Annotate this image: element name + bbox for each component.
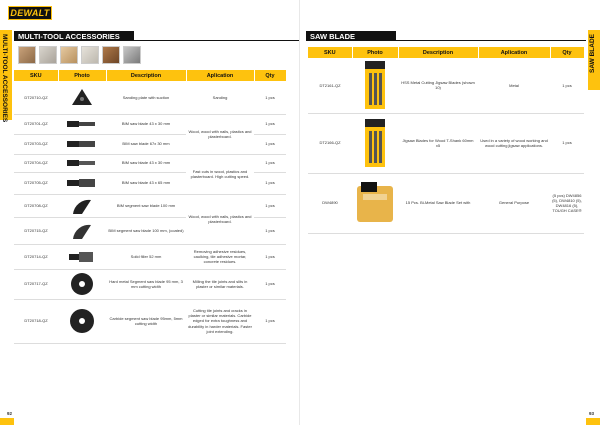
description-cell: BIM saw blade 43 x 65 mm	[106, 172, 186, 194]
application-cell: Metal	[478, 58, 550, 113]
sku-cell: DT20717-QZ	[14, 269, 58, 299]
photo-cell	[352, 173, 398, 233]
section-title-bar	[306, 31, 586, 41]
footer-accent	[586, 418, 600, 425]
side-tab-saw-blade	[588, 30, 600, 90]
side-tab-multi-tool	[0, 30, 12, 123]
sku-cell: DT20703-QZ	[14, 134, 58, 154]
header-photo: Photo	[352, 47, 398, 58]
photo-cell	[352, 113, 398, 173]
table-row	[14, 114, 286, 134]
jigsaw-blade-pack-icon	[365, 61, 385, 109]
qty-cell: 1 pcs	[254, 172, 286, 194]
table-row	[308, 173, 584, 233]
blade-icon	[67, 177, 97, 189]
blade-icon	[67, 139, 97, 149]
qty-cell: 1 pcs	[550, 113, 584, 173]
right-page	[300, 0, 600, 425]
application-cell: Milling the tile joints and slits in plaster or similar materials.	[186, 269, 254, 299]
application-cell: Wood, wood with nails, plastics and plasterboard.	[186, 114, 254, 154]
sku-cell: DT20715-QZ	[14, 217, 58, 244]
description-cell: Carbide segment saw blade 95mm, 5mm cutting width	[106, 299, 186, 343]
blade-icon	[67, 158, 97, 168]
table-row	[14, 244, 286, 269]
description-cell: HSS Metal Cutting Jigsaw Blades (shown 10)	[398, 58, 478, 113]
segment-blade-icon	[71, 196, 93, 216]
qty-cell: 1 pcs	[550, 58, 584, 113]
qty-cell: 1 pcs	[254, 154, 286, 172]
qty-cell: 1 pcs	[254, 194, 286, 217]
qty-cell: 1 pcs	[254, 299, 286, 343]
saw-blade-table	[308, 47, 585, 234]
sku-cell: DT20701-QZ	[14, 114, 58, 134]
sanding-plate-icon	[71, 87, 93, 107]
footer-accent	[0, 418, 14, 425]
photo-cell	[58, 172, 106, 194]
tough-case-icon	[355, 182, 395, 224]
photo-cell	[58, 217, 106, 244]
sku-cell: DT20718-QZ	[14, 299, 58, 343]
table-header-row	[14, 70, 286, 81]
page-number: 93	[588, 411, 594, 416]
application-cell: Sanding	[186, 81, 254, 114]
sku-cell: DT2166-QZ	[308, 113, 352, 173]
table-row	[14, 194, 286, 217]
section-title: SAW BLADE	[310, 32, 355, 41]
dewalt-logo: DEWALT	[8, 6, 52, 20]
application-cell: Wood, wood with nails, plastics and plasterboard.	[186, 194, 254, 244]
swatch-plaster-icon	[81, 46, 99, 64]
round-blade-icon	[69, 308, 95, 334]
qty-cell: 1 pcs	[254, 114, 286, 134]
blade-icon	[67, 119, 97, 129]
sku-cell: DT2161-QZ	[308, 58, 352, 113]
application-cell: Removing adhesive residues, caulking, tile adhesive mortar, concrete residues.	[186, 244, 254, 269]
table-header-row	[308, 47, 584, 58]
photo-cell	[58, 81, 106, 114]
description-cell: Solid filler 52 mm	[106, 244, 186, 269]
table-row	[14, 269, 286, 299]
scraper-icon	[69, 250, 95, 264]
side-tab-label: SAW BLADE	[589, 34, 596, 73]
header-application: Aplication	[478, 47, 550, 58]
header-photo: Photo	[58, 70, 106, 81]
swatch-metal-icon	[123, 46, 141, 64]
description-cell: BIM saw blade 43 x 30 mm	[106, 154, 186, 172]
description-cell: BIM segment saw blade 100 mm, (coated)	[106, 217, 186, 244]
description-cell: Sanding plate with suction	[106, 81, 186, 114]
round-blade-icon	[70, 272, 94, 296]
header-qty: Qty	[254, 70, 286, 81]
description-cell: 15 Pcs. Bi-Metal Saw Blade Set with	[398, 173, 478, 233]
qty-cell: 1 pcs	[254, 217, 286, 244]
description-cell: BIM saw blade 43 x 30 mm	[106, 114, 186, 134]
jigsaw-blade-pack-icon	[365, 119, 385, 167]
application-cell: General Purpose	[478, 173, 550, 233]
description-cell: Jigsaw Blades for Wood T-Shank 60mm x5	[398, 113, 478, 173]
sku-cell: DT20710-QZ	[14, 81, 58, 114]
header-sku: SKU	[308, 47, 352, 58]
sku-cell: DT20714-QZ	[14, 244, 58, 269]
photo-cell	[58, 244, 106, 269]
qty-cell: 1 pcs	[254, 134, 286, 154]
header-sku: SKU	[14, 70, 58, 81]
table-row	[308, 58, 584, 113]
photo-cell	[58, 269, 106, 299]
application-cell: Used in a variety of wood working and wood cutting jigsaw applications.	[478, 113, 550, 173]
qty-cell: (5 pcs) DW4856 (5), DW4810 (5), DW4816 (5), TOUGH CASE®	[550, 173, 584, 233]
side-tab-label: MULTI-TOOL ACCESSORIES	[1, 34, 8, 123]
qty-cell: 1 pcs	[254, 269, 286, 299]
header-qty: Qty	[550, 47, 584, 58]
photo-cell	[58, 194, 106, 217]
page-number: 92	[7, 411, 13, 416]
segment-blade-icon	[71, 221, 93, 241]
swatch-plywood-icon	[60, 46, 78, 64]
table-row	[14, 299, 286, 343]
application-cell: Fast cuts in wood, plastics and plasterboard. High cutting speed.	[186, 154, 254, 194]
description-cell: BIM segment saw blade 100 mm	[106, 194, 186, 217]
swatch-tile-icon	[39, 46, 57, 64]
header-description: Description	[106, 70, 186, 81]
sku-cell: DT20705-QZ	[14, 172, 58, 194]
qty-cell: 1 pcs	[254, 244, 286, 269]
swatch-wood-icon	[18, 46, 36, 64]
section-title: MULTI-TOOL ACCESSORIES	[18, 32, 120, 41]
material-swatches	[18, 46, 141, 64]
header-application: Aplication	[186, 70, 254, 81]
table-row	[308, 113, 584, 173]
description-cell: BIM saw blade 67x 30 mm	[106, 134, 186, 154]
section-title-bar	[14, 31, 300, 41]
sku-cell: DW4890	[308, 173, 352, 233]
photo-cell	[58, 114, 106, 134]
description-cell: Hard metal Segment saw blade 95 mm, 3 mm cutting width	[106, 269, 186, 299]
multi-tool-table	[14, 70, 287, 344]
photo-cell	[58, 154, 106, 172]
application-cell: Cutting tile joints and cracks in plaster or similar materials. Carbide edged for extra toughness and durability in harder materials. Faster joint extending.	[186, 299, 254, 343]
table-row	[14, 154, 286, 172]
sku-cell: DT20708-QZ	[14, 194, 58, 217]
header-description: Description	[398, 47, 478, 58]
swatch-timber-icon	[102, 46, 120, 64]
photo-cell	[352, 58, 398, 113]
photo-cell	[58, 299, 106, 343]
photo-cell	[58, 134, 106, 154]
qty-cell: 1 pcs	[254, 81, 286, 114]
sku-cell: DT20704-QZ	[14, 154, 58, 172]
table-row	[14, 81, 286, 114]
